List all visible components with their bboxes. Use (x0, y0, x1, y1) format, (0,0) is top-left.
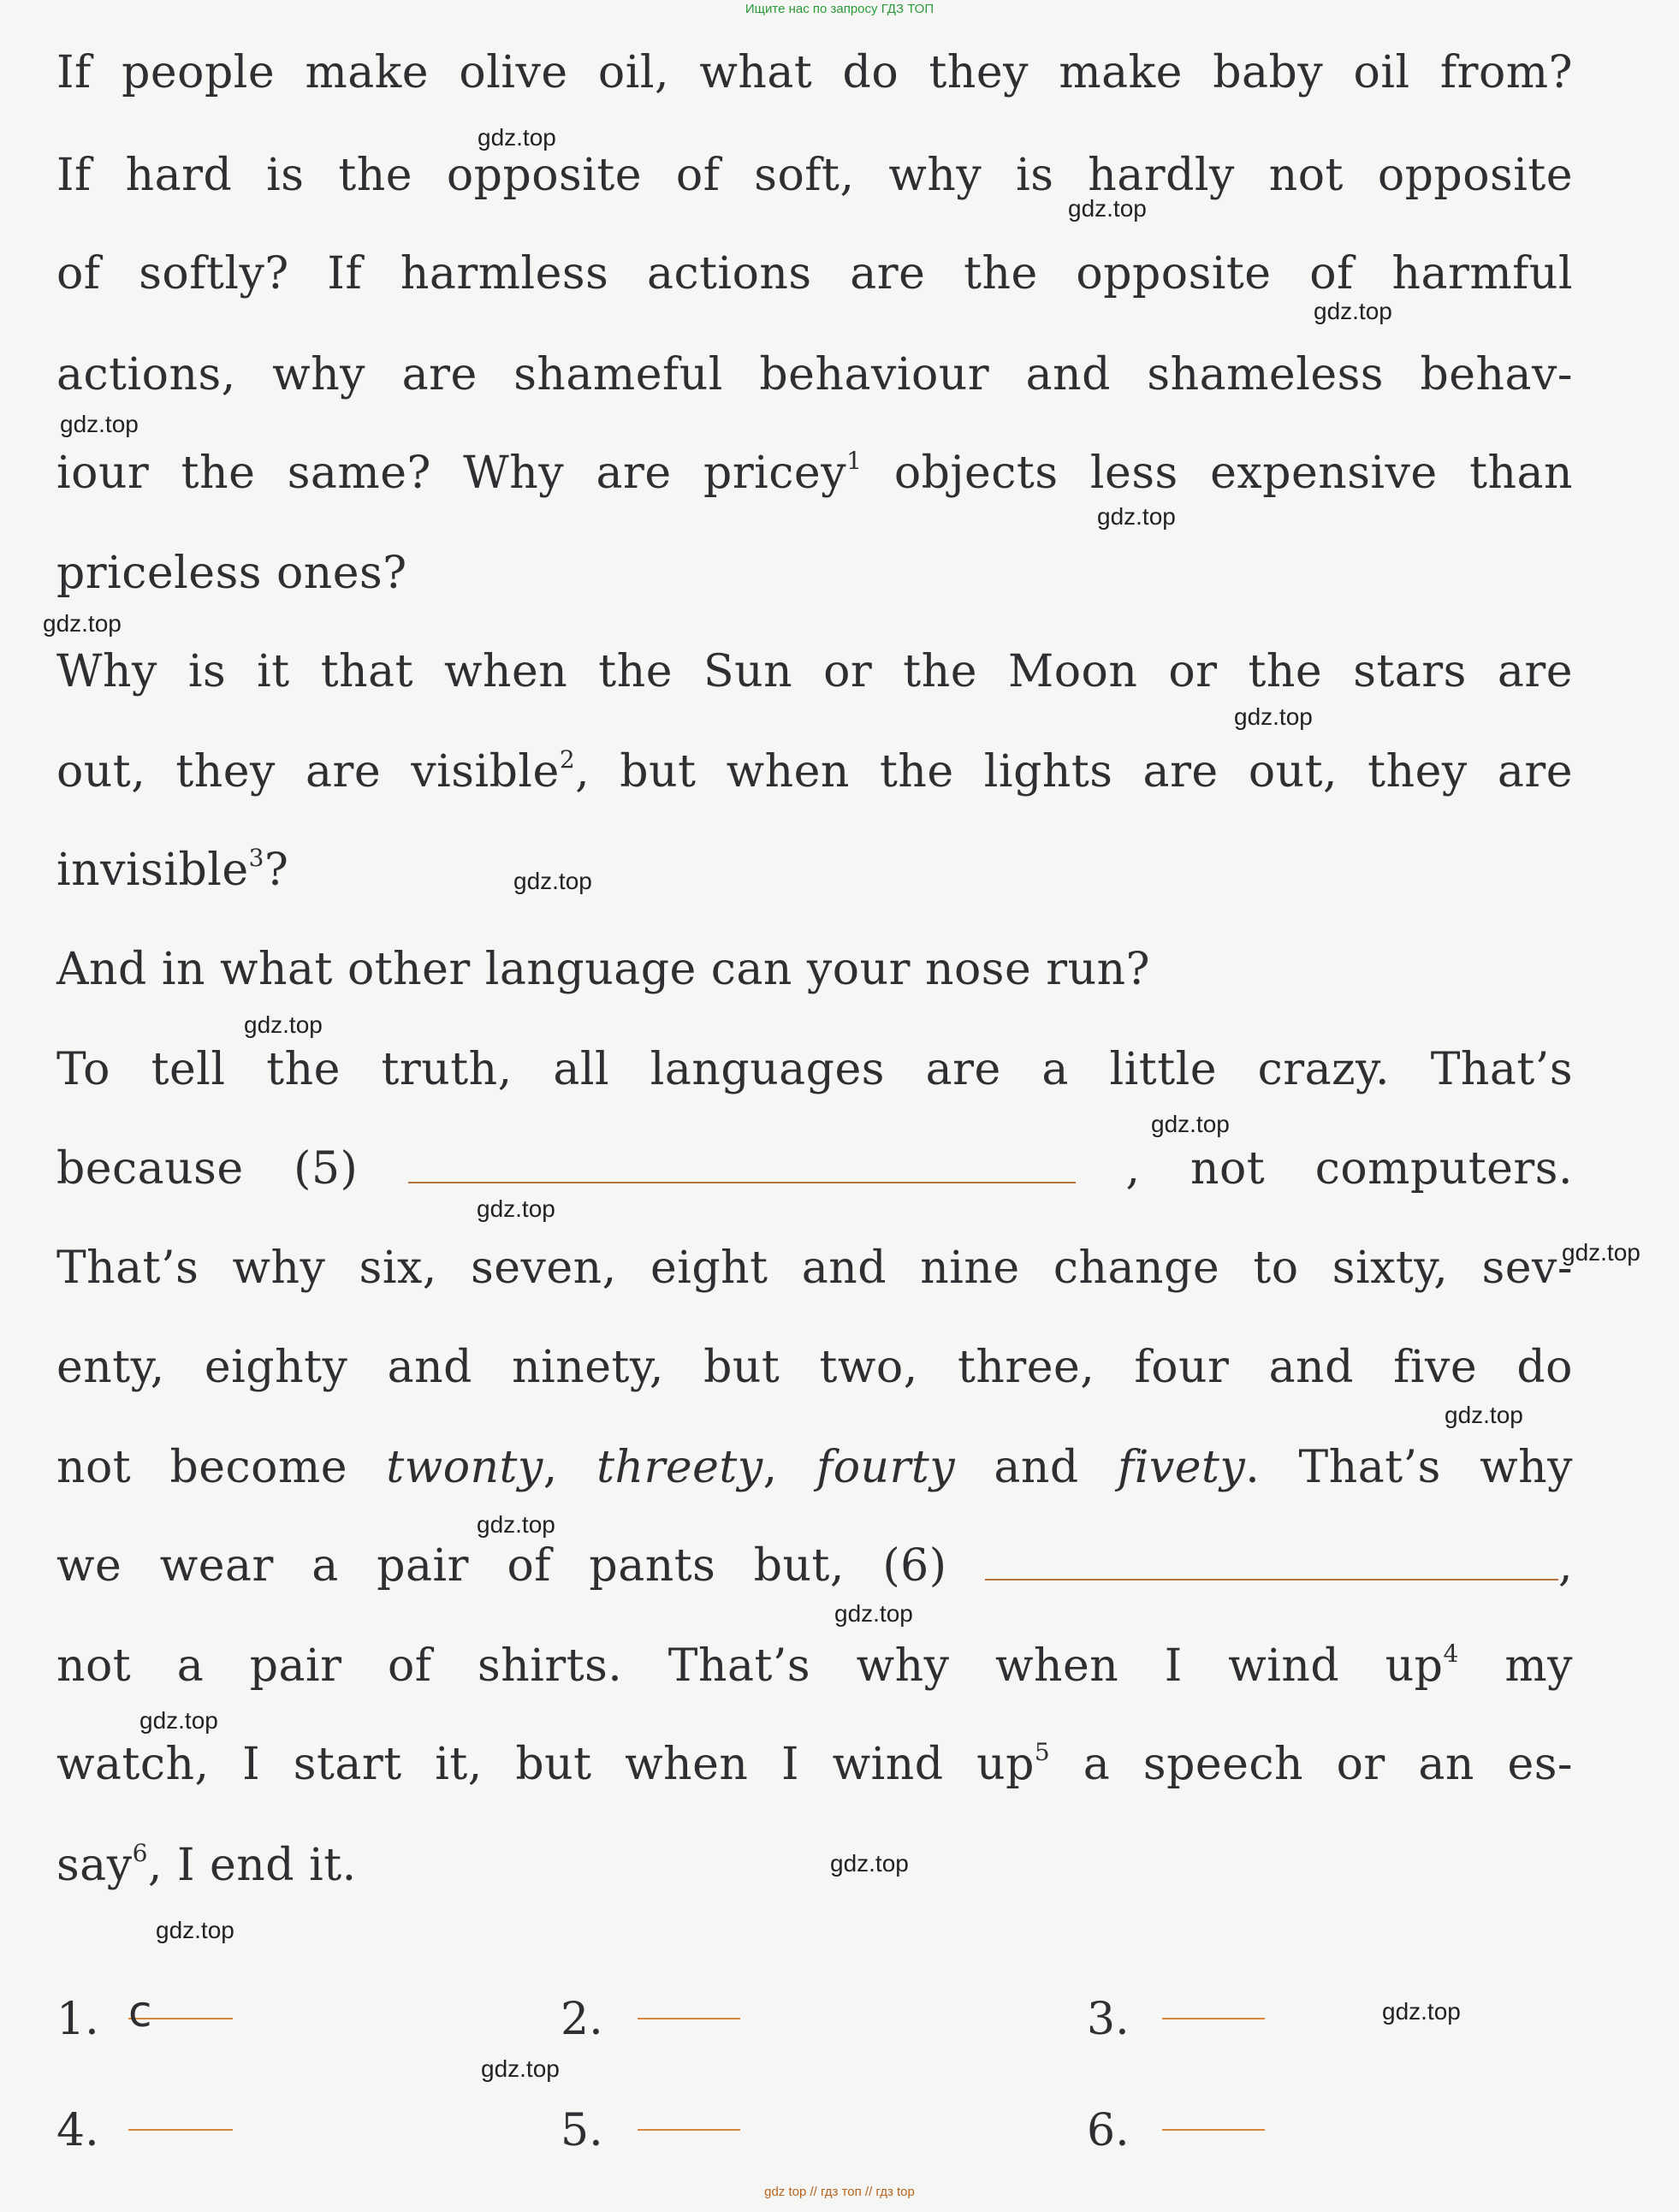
watermark: gdz.top (244, 1011, 323, 1038)
text-line: of softly? If harmless actions are the opposite of harmful (56, 248, 1573, 299)
answer-label: 5. (561, 2105, 603, 2156)
answer-label: 3. (1087, 1994, 1130, 2045)
text-line: say$^6$, I end it. (56, 1839, 357, 1891)
text-line: priceless ones? (56, 548, 407, 599)
answer-label: 6. (1087, 2105, 1130, 2156)
gap-5-blank[interactable] (408, 1149, 1076, 1183)
text-line: iour the same? Why are pricey$^1$ objects less expensive than (56, 447, 1573, 499)
text-line: Why is it that when the Sun or the Moon or the stars are (56, 646, 1573, 697)
answer-3-field[interactable] (1162, 1984, 1265, 2019)
watermark: gdz.top (477, 1511, 555, 1538)
text-line: not a pair of shirts. That’s why when I wind $up^4$ my (56, 1640, 1573, 1692)
footer-note: gdz top // гдз топ // гдз top (764, 2185, 915, 2199)
text-line: watch, I start it, but when I wind $up^5$ a speech or an es- (56, 1738, 1573, 1790)
text-line: enty, eighty and ninety, but two, three, four and five do (56, 1342, 1573, 1393)
watermark: gdz.top (1562, 1239, 1640, 1266)
text-line: If people make olive oil, what do they make baby oil from? (56, 47, 1573, 98)
watermark: gdz.top (1151, 1111, 1230, 1137)
watermark: gdz.top (43, 610, 122, 637)
answer-5-field[interactable] (638, 2095, 740, 2131)
text-line: If hard is the opposite of soft, why is hardly not opposite (56, 150, 1573, 201)
text-line: invisible$^3$? (56, 844, 289, 896)
watermark: gdz.top (1234, 703, 1313, 730)
text-line: because (5) , not computers. (56, 1143, 1574, 1195)
text-line: not become twonty, threety, fourty and fivety. That’s why (56, 1442, 1573, 1493)
watermark: gdz.top (478, 124, 556, 151)
answer-4-field[interactable] (128, 2095, 233, 2131)
watermark: gdz.top (60, 411, 139, 437)
watermark: gdz.top (481, 2055, 560, 2082)
text-line: actions, why are shameful behaviour and shameless behav- (56, 349, 1573, 400)
answer-1-value: c (128, 1987, 152, 2037)
watermark: gdz.top (1068, 195, 1147, 222)
answer-label: 1. (56, 1994, 99, 2045)
answer-2-field[interactable] (638, 1984, 740, 2019)
watermark: gdz.top (139, 1707, 218, 1734)
text-line: And in what other language can your nose run? (56, 944, 1150, 995)
watermark: gdz.top (834, 1600, 913, 1627)
text-line: That’s why six, seven, eight and nine change to sixty, sev- (56, 1242, 1573, 1294)
watermark: gdz.top (477, 1195, 555, 1222)
watermark: gdz.top (1445, 1402, 1523, 1428)
watermark: gdz.top (1382, 1998, 1461, 2025)
text-line: out, they are visible$^2$, but when the lights are out, they are (56, 745, 1573, 798)
watermark: gdz.top (1097, 503, 1176, 530)
text-line: To tell the truth, all languages are a little crazy. That’s (56, 1044, 1573, 1095)
answer-label: 2. (561, 1994, 603, 2045)
watermark: gdz.top (156, 1917, 234, 1943)
text-line: we wear a pair of pants but, (6) , (56, 1540, 1573, 1592)
watermark: gdz.top (513, 868, 592, 894)
answer-label: 4. (56, 2105, 99, 2156)
watermark: gdz.top (1314, 298, 1392, 324)
answer-6-field[interactable] (1162, 2095, 1265, 2131)
gap-6-blank[interactable] (985, 1546, 1558, 1580)
header-note: Ищите нас по запросу ГДЗ ТОП (745, 2, 934, 16)
watermark: gdz.top (830, 1850, 909, 1877)
